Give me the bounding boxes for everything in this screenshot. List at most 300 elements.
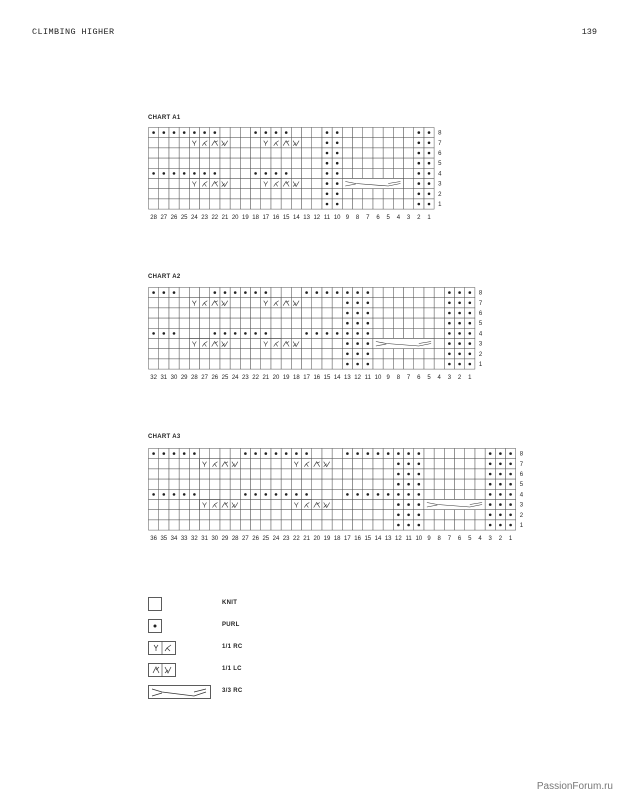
chart-cell [240, 459, 250, 469]
chart-cell [169, 510, 179, 520]
chart-cell [342, 158, 352, 168]
row-number-label: 6 [519, 472, 524, 478]
chart-a2-grid [148, 287, 488, 387]
chart-cell [189, 339, 199, 349]
stitch-number-label: 26 [252, 536, 259, 543]
chart-cell [332, 298, 342, 308]
chart-cell [159, 179, 169, 189]
row-number-label: 2 [438, 191, 442, 198]
chart-cell [271, 189, 281, 199]
chart-cell [210, 510, 220, 520]
chart-cell [291, 179, 301, 189]
purl-dot [173, 131, 176, 134]
stitch-number-label: 33 [180, 536, 188, 543]
chart-cell [302, 158, 312, 168]
chart-cell [230, 168, 240, 178]
chart-cell [159, 339, 169, 349]
chart-cell [159, 199, 169, 209]
chart-cell [240, 359, 250, 369]
chart-cell [434, 328, 444, 338]
purl-dot [193, 452, 196, 455]
purl-dot [367, 342, 370, 345]
purl-dot [397, 503, 400, 506]
purl-dot [356, 342, 359, 345]
chart-cell [230, 520, 240, 530]
purl-dot [326, 142, 329, 145]
chart-cell [159, 189, 169, 199]
chart-cell [332, 469, 342, 479]
chart-cell [189, 520, 199, 530]
chart-cell [261, 349, 271, 359]
chart-cell [373, 469, 383, 479]
stitch-number-label: 17 [303, 375, 310, 382]
chart-cell [281, 520, 291, 530]
chart-cell [373, 288, 383, 298]
chart-cell [200, 318, 210, 328]
chart-cell [169, 359, 179, 369]
chart-cell [373, 349, 383, 359]
chart-cell [332, 449, 342, 459]
chart-cell [373, 138, 383, 148]
chart-cell [220, 318, 230, 328]
chart-cell [363, 510, 373, 520]
chart-a2-title: CHART A2 [148, 274, 181, 280]
chart-cell [261, 339, 271, 349]
chart-cell [302, 510, 312, 520]
chart-cell [291, 349, 301, 359]
purl-dot [367, 291, 370, 294]
chart-cell [210, 189, 220, 199]
chart-cell [230, 138, 240, 148]
chart-cell [189, 138, 199, 148]
purl-dot [336, 162, 339, 165]
purl-dot [458, 302, 461, 305]
chart-cell [312, 138, 322, 148]
chart-cell [281, 328, 291, 338]
chart-cell [342, 199, 352, 209]
purl-dot [163, 131, 166, 134]
purl-dot [367, 312, 370, 315]
purl-dot [183, 493, 186, 496]
purl-dot [356, 291, 359, 294]
chart-cell [434, 449, 444, 459]
stitch-number-label: 23 [242, 375, 249, 382]
stitch-number-label: 26 [211, 375, 219, 382]
chart-cell [353, 510, 363, 520]
chart-cell [169, 520, 179, 530]
chart-cell [179, 328, 189, 338]
chart-cell [220, 179, 230, 189]
chart-cell [312, 449, 322, 459]
legend-cable-symbol [148, 685, 211, 699]
chart-cell [210, 489, 220, 499]
chart-cell [455, 479, 465, 489]
purl-dot [254, 172, 257, 175]
chart-cell [424, 520, 434, 530]
purl-dot [509, 463, 512, 466]
row-number-label: 2 [478, 351, 483, 358]
purl-dot [254, 332, 257, 335]
stitch-number-label: 9 [345, 215, 350, 222]
chart-cell [169, 148, 179, 158]
chart-cell [322, 359, 332, 369]
chart-cell [179, 520, 189, 530]
chart-cell [342, 138, 352, 148]
chart-cell [383, 288, 393, 298]
chart-cell [475, 520, 485, 530]
chart-cell [271, 328, 281, 338]
chart-cell [312, 359, 322, 369]
stitch-number-label: 5 [427, 375, 431, 382]
chart-cell [414, 328, 424, 338]
chart-cell [424, 349, 434, 359]
chart-cell [169, 179, 179, 189]
purl-dot [346, 452, 349, 455]
stitch-number-label: 27 [242, 536, 249, 543]
legend-cable-label: 3/3 RC [222, 688, 243, 694]
chart-cell [291, 148, 301, 158]
chart-cell [404, 138, 414, 148]
chart-cell [312, 520, 322, 530]
chart-cell [159, 359, 169, 369]
chart-cell [179, 199, 189, 209]
row-number-label: 1 [519, 523, 524, 529]
chart-cell [291, 500, 301, 510]
chart-cell [220, 168, 230, 178]
stitch-number-label: 2 [498, 536, 503, 543]
chart-cell [291, 168, 301, 178]
chart-cell [475, 469, 485, 479]
chart-cell [383, 148, 393, 158]
purl-dot [326, 152, 329, 155]
purl-dot [469, 363, 472, 366]
chart-cell [393, 349, 403, 359]
purl-dot [499, 503, 502, 506]
purl-dot [499, 473, 502, 476]
stitch-number-label: 3 [447, 375, 452, 382]
purl-dot [448, 342, 451, 345]
chart-cell [149, 148, 159, 158]
purl-dot [397, 473, 400, 476]
chart-cell [332, 489, 342, 499]
purl-dot [163, 291, 166, 294]
stitch-number-label: 19 [282, 375, 290, 382]
chart-cell [404, 328, 414, 338]
purl-dot [326, 203, 329, 206]
chart-cell [149, 520, 159, 530]
purl-dot [326, 182, 329, 185]
chart-cell [383, 500, 393, 510]
chart-cell [465, 520, 475, 530]
chart-cell [240, 148, 250, 158]
chart-cell [220, 349, 230, 359]
purl-dot [152, 172, 155, 175]
purl-dot [499, 463, 502, 466]
chart-cell [291, 459, 301, 469]
purl-dot [367, 353, 370, 356]
purl-dot [397, 463, 400, 466]
chart-cell [291, 339, 301, 349]
chart-cell [312, 489, 322, 499]
chart-cell [383, 359, 393, 369]
chart-cell [189, 189, 199, 199]
chart-cell [353, 520, 363, 530]
stitch-number-label: 17 [344, 536, 351, 543]
chart-cell [312, 148, 322, 158]
purl-dot [244, 493, 247, 496]
chart-cell [240, 349, 250, 359]
chart-cell [179, 469, 189, 479]
chart-cell [363, 469, 373, 479]
chart-cell [424, 288, 434, 298]
running-header: CLIMBING HIGHER [32, 27, 115, 37]
chart-cell [291, 308, 301, 318]
chart-cell [312, 168, 322, 178]
chart-cell [230, 189, 240, 199]
chart-cell [251, 500, 261, 510]
cable-3-3-cell [373, 339, 434, 349]
stitch-number-label: 5 [468, 536, 472, 543]
chart-cell [210, 318, 220, 328]
purl-dot [469, 291, 472, 294]
chart-cell [424, 510, 434, 520]
stitch-number-label: 21 [221, 215, 229, 222]
stitch-number-label: 17 [262, 215, 270, 222]
stitch-number-label: 22 [211, 215, 219, 222]
stitch-number-label: 4 [478, 536, 482, 543]
purl-dot [458, 312, 461, 315]
legend-knit-label: KNIT [222, 600, 238, 606]
purl-dot [428, 142, 431, 145]
chart-cell [404, 148, 414, 158]
legend-purl-symbol [148, 619, 162, 633]
legend-lc-label: 1/1 LC [222, 666, 242, 672]
chart-cell [434, 349, 444, 359]
chart-cell [261, 469, 271, 479]
purl-dot [356, 302, 359, 305]
purl-dot [367, 322, 370, 325]
purl-dot [214, 291, 217, 294]
chart-cell [455, 469, 465, 479]
chart-cell [200, 148, 210, 158]
chart-cell [434, 520, 444, 530]
purl-dot [418, 483, 421, 486]
chart-cell [373, 510, 383, 520]
purl-dot [407, 473, 410, 476]
purl-dot [397, 493, 400, 496]
chart-cell [322, 349, 332, 359]
purl-dot [499, 524, 502, 527]
chart-cell [322, 318, 332, 328]
chart-cell [414, 288, 424, 298]
chart-cell [159, 520, 169, 530]
purl-dot [367, 363, 370, 366]
purl-dot [326, 172, 329, 175]
purl-dot [336, 193, 339, 196]
chart-cell [393, 298, 403, 308]
chart-cell [261, 359, 271, 369]
chart-cell [169, 479, 179, 489]
chart-cell [302, 308, 312, 318]
purl-dot [489, 473, 492, 476]
chart-cell [434, 339, 444, 349]
chart-cell [240, 179, 250, 189]
purl-dot [265, 172, 268, 175]
chart-cell [251, 479, 261, 489]
stitch-number-label: 36 [150, 536, 157, 543]
purl-dot [234, 332, 237, 335]
chart-cell [200, 189, 210, 199]
chart-cell [281, 199, 291, 209]
chart-cell [393, 148, 403, 158]
chart-cell [251, 520, 261, 530]
chart-cell [200, 479, 210, 489]
stitch-number-label: 22 [293, 536, 300, 543]
chart-cell [302, 520, 312, 530]
stitch-number-label: 11 [405, 536, 412, 543]
chart-cell [434, 459, 444, 469]
purl-dot [458, 322, 461, 325]
purl-dot [499, 493, 502, 496]
chart-cell [261, 479, 271, 489]
chart-cell [302, 168, 312, 178]
purl-dot [305, 291, 308, 294]
chart-cell [189, 298, 199, 308]
stitch-number-label: 20 [231, 215, 239, 222]
stitch-number-label: 18 [333, 536, 341, 543]
chart-cell [230, 179, 240, 189]
purl-dot [346, 342, 349, 345]
chart-cell [169, 158, 179, 168]
chart-cell [424, 449, 434, 459]
chart-cell [220, 510, 230, 520]
chart-cell [342, 168, 352, 178]
stitch-number-label: 6 [457, 536, 462, 543]
stitch-number-label: 18 [293, 375, 300, 382]
chart-cell [159, 479, 169, 489]
chart-cell [444, 449, 454, 459]
chart-cell [322, 459, 332, 469]
stitch-number-label: 6 [417, 375, 421, 382]
stitch-number-label: 7 [366, 215, 370, 222]
chart-cell [159, 138, 169, 148]
purl-dot [418, 131, 421, 134]
chart-cell [220, 199, 230, 209]
chart-cell [353, 199, 363, 209]
stitch-number-label: 12 [395, 536, 402, 543]
chart-a3-grid [148, 448, 528, 548]
chart-cell [240, 189, 250, 199]
legend-purl-label: PURL [222, 622, 240, 628]
watermark: PassionForum.ru [536, 781, 613, 792]
chart-cell [434, 510, 444, 520]
chart-cell [404, 298, 414, 308]
chart-cell [169, 469, 179, 479]
purl-dot [418, 463, 421, 466]
purl-dot [489, 463, 492, 466]
purl-dot [428, 152, 431, 155]
chart-cell [149, 339, 159, 349]
chart-cell [271, 148, 281, 158]
chart-cell [312, 479, 322, 489]
chart-cell [200, 158, 210, 168]
purl-dot [336, 291, 339, 294]
legend-rc-label: 1/1 RC [222, 644, 243, 650]
purl-dot [367, 493, 370, 496]
purl-dot [428, 203, 431, 206]
chart-cell [251, 510, 261, 520]
purl-dot [397, 452, 400, 455]
chart-cell [342, 469, 352, 479]
stitch-number-label: 2 [417, 215, 421, 222]
purl-dot [152, 493, 155, 496]
chart-cell [475, 449, 485, 459]
chart-cell [200, 500, 210, 510]
chart-cell [271, 459, 281, 469]
stitch-number-label: 25 [221, 375, 229, 382]
chart-cell [383, 128, 393, 138]
chart-cell [444, 469, 454, 479]
chart-cell [383, 308, 393, 318]
chart-cell [240, 500, 250, 510]
chart-cell [159, 298, 169, 308]
chart-cell [455, 449, 465, 459]
chart-cell [353, 128, 363, 138]
chart-cell [251, 349, 261, 359]
purl-dot [152, 291, 155, 294]
chart-cell [312, 199, 322, 209]
chart-cell [373, 359, 383, 369]
chart-cell [251, 359, 261, 369]
purl-dot [397, 514, 400, 517]
chart-cell [363, 168, 373, 178]
chart-cell [251, 469, 261, 479]
stitch-number-label: 13 [303, 215, 310, 222]
chart-cell [302, 189, 312, 199]
chart-cell [383, 298, 393, 308]
chart-cell [251, 459, 261, 469]
purl-dot [173, 452, 176, 455]
purl-dot [173, 172, 176, 175]
chart-cell [271, 469, 281, 479]
chart-cell [251, 308, 261, 318]
chart-cell [291, 359, 301, 369]
chart-cell [240, 128, 250, 138]
purl-dot [509, 452, 512, 455]
purl-dot [275, 452, 278, 455]
chart-cell [444, 489, 454, 499]
chart-cell [220, 138, 230, 148]
chart-cell [240, 158, 250, 168]
purl-dot [418, 172, 421, 175]
chart-cell [251, 179, 261, 189]
chart-cell [200, 288, 210, 298]
chart-cell [373, 298, 383, 308]
stitch-number-label: 32 [191, 536, 198, 543]
chart-cell [291, 138, 301, 148]
purl-dot [469, 332, 472, 335]
chart-cell [342, 510, 352, 520]
chart-cell [179, 179, 189, 189]
chart-cell [465, 510, 475, 520]
chart-cell [230, 148, 240, 158]
purl-dot [469, 342, 472, 345]
chart-cell [210, 449, 220, 459]
chart-cell [220, 308, 230, 318]
chart-cell [465, 459, 475, 469]
chart-cell [159, 349, 169, 359]
chart-cell [404, 318, 414, 328]
